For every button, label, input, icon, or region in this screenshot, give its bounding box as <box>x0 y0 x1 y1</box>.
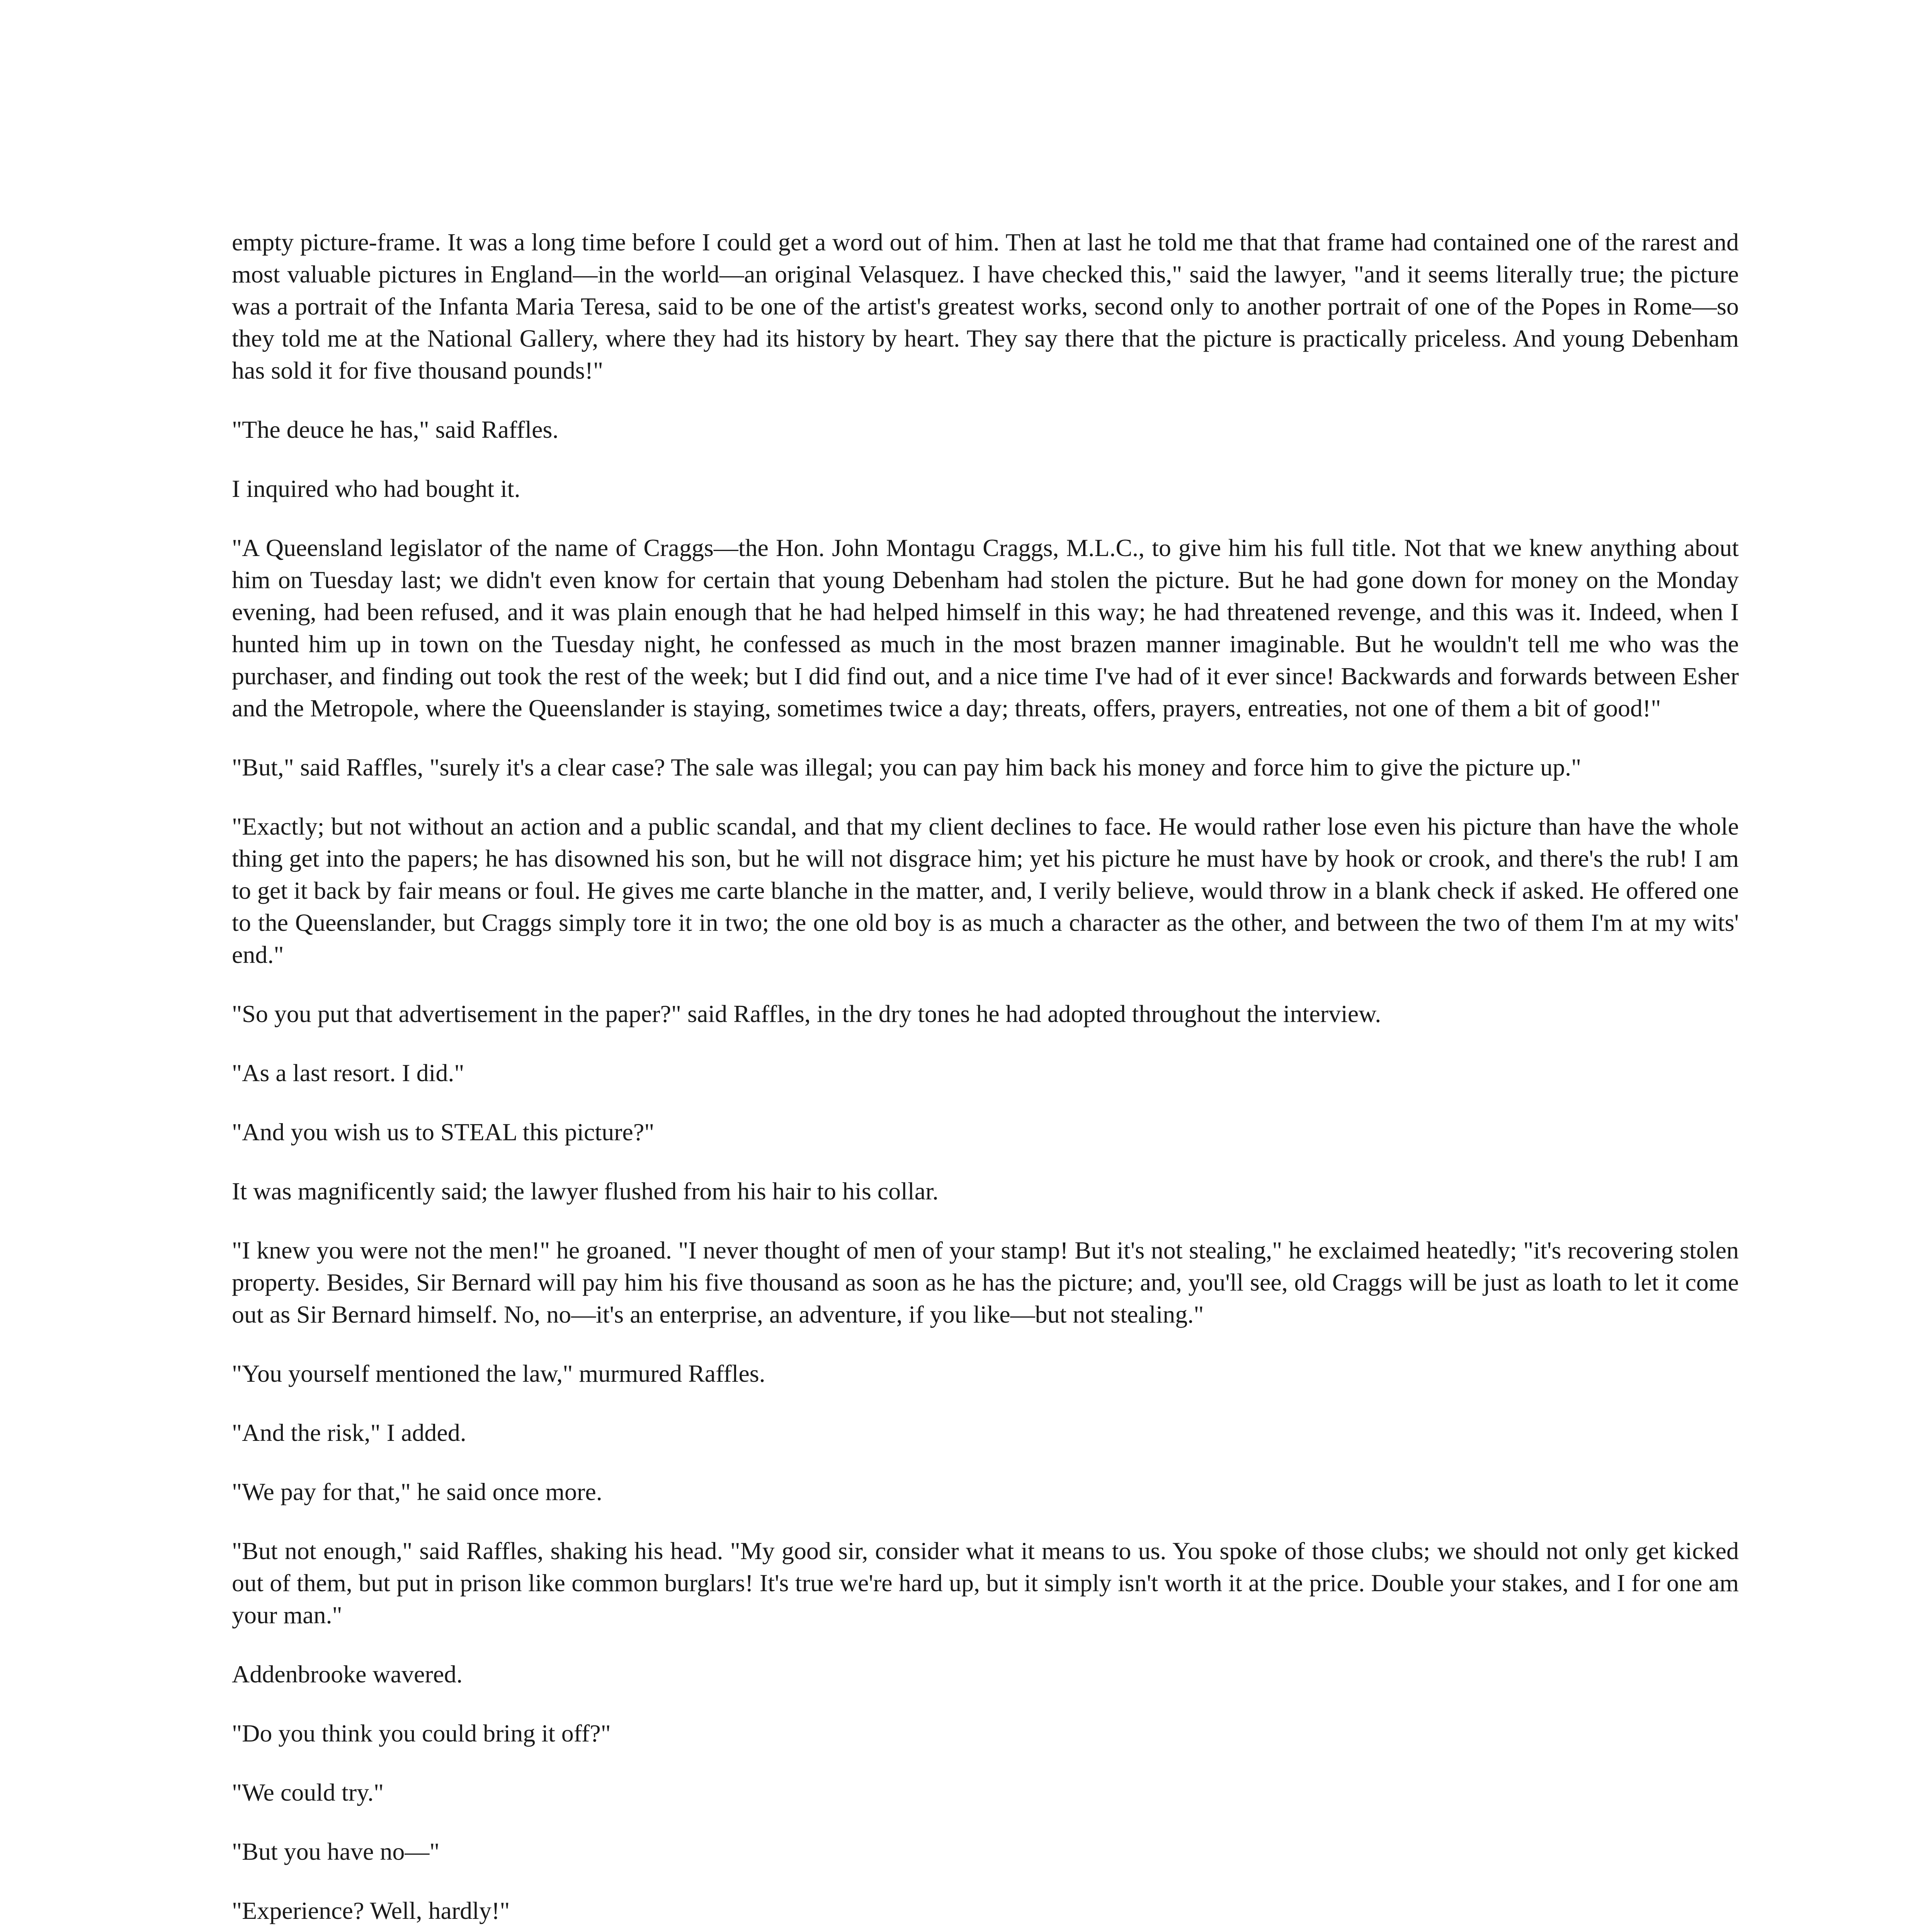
paragraph: "Exactly; but not without an action and a public scandal, and that my client declines to face. He would rather lose even his picture than have the whole thing get into the papers; he has disowned his son, but he will not disgrace him; yet his picture he must have by hook or crook, and there's the rub! I am to get it back by fair means or foul. He gives me carte blanche in the matter, and, I verily believe, would throw in a blank check if asked. He offered one to the Queenslander, but Craggs simply tore it in two; the one old boy is as much a character as the other, and between the two of them I'm at my wits' end." <box>232 813 1739 968</box>
paragraph: "But you have no—" <box>232 1838 440 1865</box>
paragraph: "And the risk," I added. <box>232 1419 466 1446</box>
page-body <box>232 226 1739 1932</box>
paragraph: "But not enough," said Raffles, shaking his head. "My good sir, consider what it means to us. You spoke of those clubs; we should not only get kicked out of them, but put in prison like common burglars! It's true we're hard up, but it simply isn't worth it at the price. Double your stakes, and I for one am your man." <box>232 1537 1739 1629</box>
paragraph: "I knew you were not the men!" he groaned. "I never thought of men of your stamp! But it's not stealing," he exclaimed heatedly; "it's recovering stolen property. Besides, Sir Bernard will pay him his five thousand as soon as he has the picture; and, you'll see, old Craggs will be just as loath to let it come out as Sir Bernard himself. No, no—it's an enterprise, an adventure, if you like—but not stealing." <box>232 1236 1739 1328</box>
paragraph: "You yourself mentioned the law," murmured Raffles. <box>232 1360 765 1387</box>
paragraph: "A Queensland legislator of the name of Craggs—the Hon. John Montagu Craggs, M.L.C., to give him his full title. Not that we knew anything about him on Tuesday last; we didn't even know for certain that young Debenham had stolen the picture. But he had gone down for money on the Monday evening, had been refused, and it was plain enough that he had helped himself in this way; he had threatened revenge, and this was it. Indeed, when I hunted him up in town on the Tuesday night, he confessed as much in the most brazen manner imaginable. But he wouldn't tell me who was the purchaser, and finding out took the rest of the week; but I did find out, and a nice time I've had of it ever since! Backwards and forwards between Esher and the Metropole, where the Queenslander is staying, sometimes twice a day; threats, offers, prayers, entreaties, not one of them a bit of good!" <box>232 534 1739 722</box>
paragraph: "We pay for that," he said once more. <box>232 1478 602 1505</box>
paragraph: It was magnificently said; the lawyer flushed from his hair to his collar. <box>232 1177 939 1205</box>
paragraph: Addenbrooke wavered. <box>232 1660 463 1688</box>
paragraph: "So you put that advertisement in the paper?" said Raffles, in the dry tones he had adopted throughout the interview. <box>232 1000 1381 1027</box>
paragraph: "But," said Raffles, "surely it's a clear case? The sale was illegal; you can pay him back his money and force him to give the picture up." <box>232 753 1582 781</box>
paragraph: "The deuce he has," said Raffles. <box>232 416 559 443</box>
paragraph: "We could try." <box>232 1779 384 1806</box>
paragraph: I inquired who had bought it. <box>232 475 520 502</box>
paragraph: "Experience? Well, hardly!" <box>232 1897 510 1924</box>
paragraph: "Do you think you could bring it off?" <box>232 1719 611 1747</box>
paragraph: "As a last resort. I did." <box>232 1059 464 1087</box>
paragraph: empty picture-frame. It was a long time before I could get a word out of him. Then at last he told me that that frame had contained one of the rarest and most valuable pictures in England—in the world—an original Velasquez. I have checked this," said the lawyer, "and it seems literally true; the picture was a portrait of the Infanta Maria Teresa, said to be one of the artist's greatest works, second only to another portrait of one of the Popes in Rome—so they told me at the National Gallery, where they had its history by heart. They say there that the picture is practically priceless. And young Debenham has sold it for five thousand pounds!" <box>232 228 1739 384</box>
paragraph: "And you wish us to STEAL this picture?" <box>232 1118 655 1146</box>
